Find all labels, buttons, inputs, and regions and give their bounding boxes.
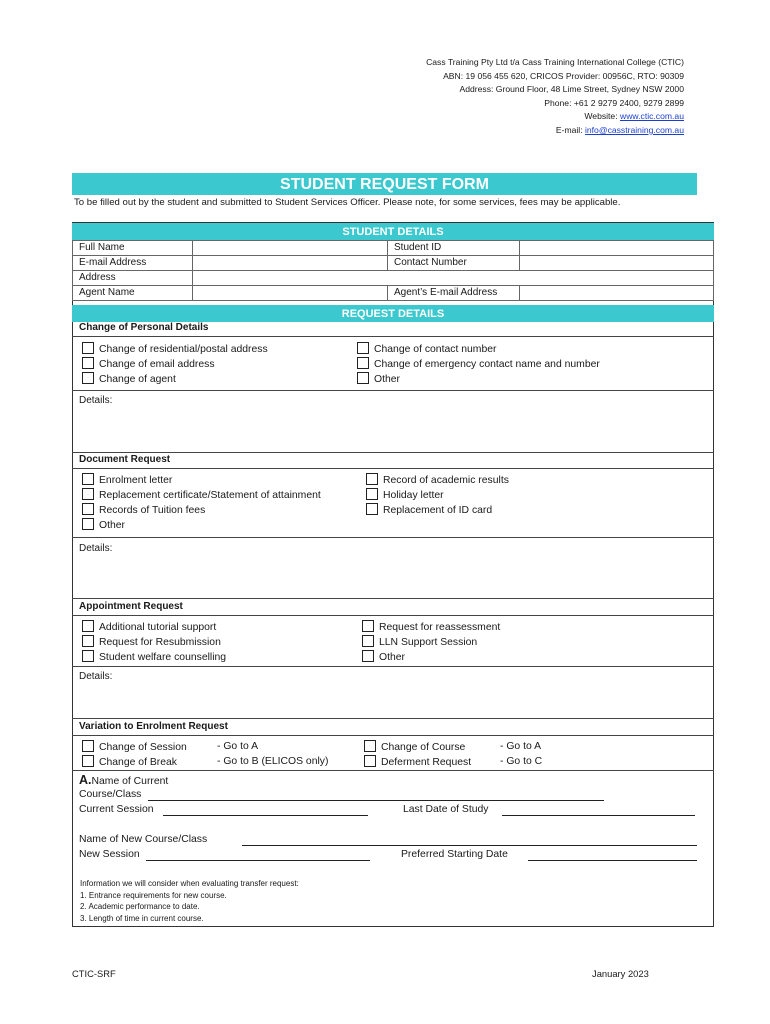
divider bbox=[72, 598, 714, 599]
document-option[interactable] bbox=[366, 488, 444, 503]
student-details-heading: STUDENT DETAILS bbox=[72, 223, 714, 240]
checkbox[interactable] bbox=[82, 620, 94, 632]
option-label: Other bbox=[99, 520, 125, 531]
current-course-label: Course/Class bbox=[79, 789, 142, 800]
personal-option[interactable] bbox=[82, 372, 176, 387]
divider bbox=[72, 537, 714, 538]
divider bbox=[72, 615, 714, 616]
checkbox[interactable] bbox=[362, 620, 374, 632]
option-label: Other bbox=[379, 652, 405, 663]
option-label: Replacement certificate/Statement of attainment bbox=[99, 490, 321, 501]
checkbox[interactable] bbox=[364, 740, 376, 752]
checkbox[interactable] bbox=[82, 473, 94, 485]
agent-email-label: Agent’s E-mail Address bbox=[388, 286, 520, 301]
option-label: Change of contact number bbox=[374, 344, 497, 355]
personal-option[interactable] bbox=[357, 342, 496, 357]
option-label: Change of agent bbox=[99, 374, 176, 385]
document-option[interactable] bbox=[366, 503, 492, 518]
header-line-2: ABN: 19 056 455 620, CRICOS Provider: 00956C, RTO: 90309 bbox=[443, 70, 684, 81]
preferred-start-label: Preferred Starting Date bbox=[401, 849, 508, 860]
personal-option[interactable] bbox=[82, 342, 268, 357]
header-website bbox=[426, 110, 684, 124]
agent-email-field[interactable] bbox=[520, 286, 714, 301]
variation-section-title: Variation to Enrolment Request bbox=[79, 721, 228, 732]
checkbox[interactable] bbox=[366, 503, 378, 515]
email-address-field[interactable] bbox=[193, 256, 388, 271]
checkbox[interactable] bbox=[82, 503, 94, 515]
email-address-label: E-mail Address bbox=[73, 256, 193, 271]
new-course-label: Name of New Course/Class bbox=[79, 834, 208, 845]
student-details-table bbox=[72, 240, 714, 301]
intro-text: To be filled out by the student and submitted to Student Services Officer. Please note, for some services, fees may be applicable. bbox=[74, 197, 621, 208]
option-label: Change of Course bbox=[381, 742, 466, 753]
option-label: Request for Resubmission bbox=[99, 637, 221, 648]
option-label: Change of email address bbox=[99, 359, 215, 370]
divider bbox=[72, 336, 714, 337]
document-option[interactable] bbox=[82, 503, 205, 518]
new-session-label: New Session bbox=[79, 849, 140, 860]
option-label: Record of academic results bbox=[383, 475, 509, 486]
option-label: Replacement of ID card bbox=[383, 505, 493, 516]
checkbox[interactable] bbox=[362, 635, 374, 647]
option-label: Request for reassessment bbox=[379, 622, 501, 633]
document-option[interactable] bbox=[82, 518, 125, 533]
document-option[interactable] bbox=[82, 473, 172, 488]
agent-name-field[interactable] bbox=[193, 286, 388, 301]
checkbox[interactable] bbox=[82, 635, 94, 647]
appointment-option[interactable] bbox=[82, 620, 216, 635]
appointment-details-field[interactable]: Details: bbox=[79, 671, 113, 682]
personal-option[interactable] bbox=[82, 357, 215, 372]
header-line-4: Phone: +61 2 9279 2400, 9279 2899 bbox=[544, 97, 684, 108]
checkbox[interactable] bbox=[362, 650, 374, 662]
student-id-label: Student ID bbox=[388, 241, 520, 256]
checkbox[interactable] bbox=[82, 755, 94, 767]
option-label: Other bbox=[374, 374, 400, 385]
header-line-1: Cass Training Pty Ltd t/a Cass Training International College (CTIC) bbox=[426, 57, 684, 67]
appointment-option[interactable] bbox=[362, 635, 477, 650]
form-title: STUDENT REQUEST FORM bbox=[72, 173, 697, 195]
checkbox[interactable] bbox=[357, 357, 369, 369]
checkbox[interactable] bbox=[366, 488, 378, 500]
divider bbox=[72, 718, 714, 719]
variation-option[interactable] bbox=[82, 740, 187, 755]
checkbox[interactable] bbox=[82, 342, 94, 354]
variation-option[interactable] bbox=[364, 740, 465, 755]
appointment-option[interactable] bbox=[82, 650, 226, 665]
divider bbox=[72, 390, 714, 391]
divider bbox=[72, 735, 714, 736]
option-label: Enrolment letter bbox=[99, 475, 173, 486]
goto-note: - Go to B (ELICOS only) bbox=[217, 756, 329, 767]
option-label: Holiday letter bbox=[383, 490, 444, 501]
info-notes bbox=[80, 878, 299, 925]
footer-code: CTIC-SRF bbox=[72, 968, 116, 979]
option-label: Student welfare counselling bbox=[99, 652, 227, 663]
address-field[interactable] bbox=[193, 271, 714, 286]
appointment-option[interactable] bbox=[362, 650, 405, 665]
header-line-3: Address: Ground Floor, 48 Lime Street, Sydney NSW 2000 bbox=[459, 84, 684, 95]
checkbox[interactable] bbox=[82, 372, 94, 384]
option-label: Records of Tuition fees bbox=[99, 505, 206, 516]
checkbox[interactable] bbox=[357, 372, 369, 384]
last-date-label: Last Date of Study bbox=[403, 804, 489, 815]
checkbox[interactable] bbox=[82, 488, 94, 500]
checkbox[interactable] bbox=[82, 357, 94, 369]
document-section-title: Document Request bbox=[79, 454, 171, 465]
website-label: Website: bbox=[584, 111, 620, 122]
goto-note: - Go to C bbox=[500, 756, 543, 767]
divider bbox=[72, 468, 714, 469]
option-label: Deferment Request bbox=[381, 757, 472, 768]
full-name-field[interactable] bbox=[193, 241, 388, 256]
document-option[interactable] bbox=[366, 473, 509, 488]
option-label: Change of emergency contact name and number bbox=[374, 359, 600, 370]
address-label: Address bbox=[73, 271, 193, 286]
option-label: Change of Session bbox=[99, 742, 187, 753]
personal-section-title: Change of Personal Details bbox=[79, 322, 209, 333]
info-item: 1. Entrance requirements for new course. bbox=[80, 890, 227, 900]
appointment-option[interactable] bbox=[362, 620, 500, 635]
personal-details-field[interactable]: Details: bbox=[79, 395, 113, 406]
appointment-option[interactable] bbox=[82, 635, 221, 650]
student-id-field[interactable] bbox=[520, 241, 714, 256]
variation-option[interactable] bbox=[364, 755, 471, 770]
section-a-text: Name of Current bbox=[91, 776, 169, 787]
new-session-field[interactable] bbox=[146, 860, 370, 861]
section-a-letter: A. bbox=[79, 773, 92, 787]
checkbox[interactable] bbox=[366, 473, 378, 485]
variation-option[interactable] bbox=[82, 755, 177, 770]
current-course-field[interactable] bbox=[148, 800, 604, 801]
footer-date: January 2023 bbox=[592, 968, 649, 979]
last-date-field[interactable] bbox=[502, 815, 695, 816]
divider bbox=[72, 770, 714, 771]
document-option[interactable] bbox=[82, 488, 321, 503]
contact-number-label: Contact Number bbox=[388, 256, 520, 271]
contact-number-field[interactable] bbox=[520, 256, 714, 271]
full-name-label: Full Name bbox=[73, 241, 193, 256]
section-a-label bbox=[79, 773, 168, 787]
option-label: LLN Support Session bbox=[379, 637, 478, 648]
info-item: 2. Academic performance to date. bbox=[80, 902, 200, 912]
option-label: Change of residential/postal address bbox=[99, 344, 268, 355]
checkbox[interactable] bbox=[357, 342, 369, 354]
appointment-section-title: Appointment Request bbox=[79, 601, 183, 612]
email-label: E-mail: bbox=[555, 124, 585, 135]
goto-note: - Go to A bbox=[217, 741, 259, 752]
divider bbox=[72, 452, 714, 453]
option-label: Change of Break bbox=[99, 757, 177, 768]
document-details-field[interactable]: Details: bbox=[79, 543, 113, 554]
info-title: Information we will consider when evaluating transfer request: bbox=[80, 879, 299, 888]
agent-name-label: Agent Name bbox=[73, 286, 193, 301]
checkbox[interactable] bbox=[82, 650, 94, 662]
info-item: 3. Length of time in current course. bbox=[80, 914, 204, 924]
checkbox[interactable] bbox=[82, 518, 94, 530]
checkbox[interactable] bbox=[82, 740, 94, 752]
option-label: Additional tutorial support bbox=[99, 622, 217, 633]
goto-note: - Go to A bbox=[500, 741, 542, 752]
website-link[interactable]: www.ctic.com.au bbox=[620, 111, 684, 122]
divider bbox=[72, 666, 714, 667]
request-details-heading: REQUEST DETAILS bbox=[72, 305, 714, 322]
email-link[interactable]: info@casstraining.com.au bbox=[584, 124, 684, 135]
preferred-start-field[interactable] bbox=[528, 860, 697, 861]
personal-option[interactable] bbox=[357, 357, 600, 372]
college-header bbox=[426, 56, 684, 138]
personal-option[interactable] bbox=[357, 372, 400, 387]
new-course-field[interactable] bbox=[242, 845, 697, 846]
current-session-label: Current Session bbox=[79, 804, 154, 815]
current-session-field[interactable] bbox=[163, 815, 368, 816]
checkbox[interactable] bbox=[364, 755, 376, 767]
header-email bbox=[426, 124, 684, 138]
